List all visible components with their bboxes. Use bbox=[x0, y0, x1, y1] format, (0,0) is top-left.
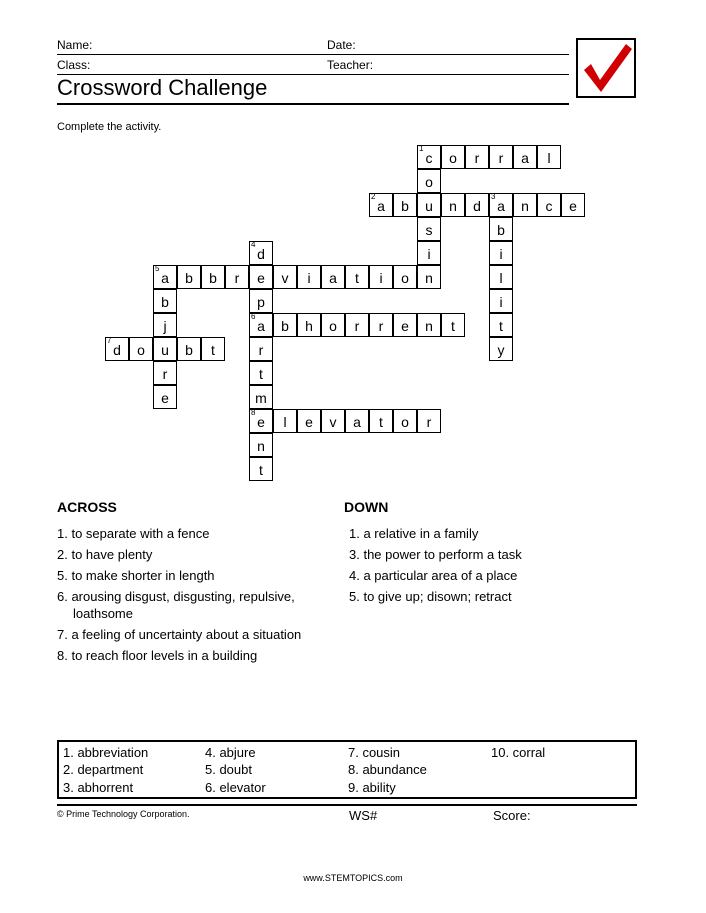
crossword-cell[interactable]: n bbox=[249, 433, 273, 457]
crossword-cell[interactable]: b bbox=[153, 289, 177, 313]
crossword-cell[interactable]: a bbox=[345, 409, 369, 433]
crossword-cell[interactable]: n bbox=[441, 193, 465, 217]
crossword-cell[interactable]: v bbox=[273, 265, 297, 289]
crossword-cell[interactable]: h bbox=[297, 313, 321, 337]
teacher-label: Teacher: bbox=[327, 58, 374, 72]
word-bank-item: 2. department bbox=[63, 762, 144, 777]
crossword-cell[interactable]: a bbox=[321, 265, 345, 289]
site-url: www.STEMTOPICS.com bbox=[303, 873, 403, 883]
crossword-cell[interactable]: b bbox=[177, 337, 201, 361]
word-bank-item: 10. corral bbox=[491, 745, 546, 760]
score-label: Score: bbox=[493, 808, 531, 823]
crossword-cell[interactable]: a 2 bbox=[369, 193, 393, 217]
checkbox-logo bbox=[576, 38, 636, 98]
checkmark-icon bbox=[578, 40, 634, 96]
crossword-cell[interactable]: t bbox=[369, 409, 393, 433]
name-label: Name: bbox=[57, 38, 93, 52]
crossword-cell[interactable]: t bbox=[249, 361, 273, 385]
word-bank-item: 9. ability bbox=[348, 780, 396, 795]
crossword-cell[interactable]: o bbox=[393, 409, 417, 433]
crossword-cell[interactable]: e bbox=[249, 265, 273, 289]
crossword-cell[interactable]: t bbox=[345, 265, 369, 289]
crossword-cell[interactable]: d 7 bbox=[105, 337, 129, 361]
divider bbox=[57, 804, 637, 806]
across-clue: 8. to reach floor levels in a building bbox=[57, 648, 258, 663]
crossword-cell[interactable]: e bbox=[393, 313, 417, 337]
word-bank-item: 4. abjure bbox=[205, 745, 256, 760]
word-bank-item: 1. abbreviation bbox=[63, 745, 149, 760]
crossword-cell[interactable]: b bbox=[489, 217, 513, 241]
crossword-cell[interactable]: c bbox=[537, 193, 561, 217]
crossword-cell[interactable]: e bbox=[297, 409, 321, 433]
crossword-cell[interactable]: o bbox=[321, 313, 345, 337]
crossword-cell[interactable]: d bbox=[465, 193, 489, 217]
crossword-grid bbox=[105, 145, 605, 490]
clue-number: 2 bbox=[371, 192, 376, 201]
across-clue: 6. arousing disgust, disgusting, repulsive, loathsome bbox=[57, 589, 295, 621]
clue-number: 7 bbox=[107, 336, 112, 345]
across-clue: 2. to have plenty bbox=[57, 547, 153, 562]
across-clue: 5. to make shorter in length bbox=[57, 568, 215, 583]
crossword-cell[interactable]: j bbox=[153, 313, 177, 337]
crossword-cell[interactable]: r bbox=[489, 145, 513, 169]
word-bank-item: 6. elevator bbox=[205, 780, 266, 795]
divider bbox=[57, 103, 569, 105]
crossword-cell[interactable]: n bbox=[417, 313, 441, 337]
across-clue: 1. to separate with a fence bbox=[57, 526, 210, 541]
crossword-cell[interactable]: d 4 bbox=[249, 241, 273, 265]
clue-number: 5 bbox=[155, 264, 160, 273]
crossword-cell[interactable]: b bbox=[177, 265, 201, 289]
across-heading: ACROSS bbox=[57, 499, 117, 515]
crossword-cell[interactable]: a 3 bbox=[489, 193, 513, 217]
crossword-cell[interactable]: l bbox=[489, 265, 513, 289]
clue-number: 4 bbox=[251, 240, 256, 249]
crossword-cell[interactable]: e 8 bbox=[249, 409, 273, 433]
crossword-cell[interactable]: t bbox=[489, 313, 513, 337]
clue-number: 8 bbox=[251, 408, 256, 417]
crossword-cell[interactable]: r bbox=[417, 409, 441, 433]
crossword-cell[interactable]: i bbox=[489, 289, 513, 313]
page-title: Crossword Challenge bbox=[57, 75, 268, 100]
crossword-cell[interactable]: o bbox=[129, 337, 153, 361]
crossword-cell[interactable]: v bbox=[321, 409, 345, 433]
crossword-cell[interactable]: a 5 bbox=[153, 265, 177, 289]
crossword-cell[interactable]: r bbox=[225, 265, 249, 289]
crossword-cell[interactable]: l bbox=[537, 145, 561, 169]
crossword-cell[interactable]: b bbox=[201, 265, 225, 289]
date-label: Date: bbox=[327, 38, 356, 52]
crossword-cell[interactable]: e bbox=[153, 385, 177, 409]
crossword-cell[interactable]: r bbox=[345, 313, 369, 337]
across-clue-list bbox=[57, 525, 327, 668]
instructions: Complete the activity. bbox=[57, 121, 162, 133]
crossword-cell[interactable]: b bbox=[393, 193, 417, 217]
crossword-cell[interactable]: c 1 bbox=[417, 145, 441, 169]
word-bank-item: 7. cousin bbox=[348, 745, 401, 760]
crossword-cell[interactable]: i bbox=[489, 241, 513, 265]
clue-number: 6 bbox=[251, 312, 256, 321]
crossword-cell[interactable]: u bbox=[417, 193, 441, 217]
crossword-cell[interactable]: b bbox=[273, 313, 297, 337]
word-bank-item: 5. doubt bbox=[205, 762, 252, 777]
down-clue: 5. to give up; disown; retract bbox=[349, 589, 512, 604]
down-heading: DOWN bbox=[344, 499, 389, 515]
crossword-cell[interactable]: u bbox=[153, 337, 177, 361]
crossword-cell[interactable]: r bbox=[153, 361, 177, 385]
crossword-cell[interactable]: r bbox=[369, 313, 393, 337]
crossword-cell[interactable]: i bbox=[417, 241, 441, 265]
down-clue: 3. the power to perform a task bbox=[349, 547, 522, 562]
across-clue: 7. a feeling of uncertainty about a situation bbox=[57, 627, 302, 642]
crossword-cell[interactable]: o bbox=[393, 265, 417, 289]
crossword-cell[interactable]: m bbox=[249, 385, 273, 409]
crossword-cell[interactable]: s bbox=[417, 217, 441, 241]
word-bank bbox=[57, 740, 637, 799]
down-clue: 1. a relative in a family bbox=[349, 526, 479, 541]
clue-number: 3 bbox=[491, 192, 496, 201]
crossword-cell[interactable]: l bbox=[273, 409, 297, 433]
clue-number: 1 bbox=[419, 144, 424, 153]
class-label: Class: bbox=[57, 58, 91, 72]
down-clue-list bbox=[349, 525, 629, 609]
divider bbox=[57, 54, 569, 55]
crossword-cell[interactable]: t bbox=[201, 337, 225, 361]
crossword-cell[interactable]: n bbox=[417, 265, 441, 289]
ws-label: WS# bbox=[349, 808, 378, 823]
crossword-cell[interactable]: y bbox=[489, 337, 513, 361]
copyright: © Prime Technology Corporation. bbox=[57, 809, 190, 819]
crossword-cell[interactable]: o bbox=[417, 169, 441, 193]
crossword-cell[interactable]: t bbox=[441, 313, 465, 337]
word-bank-item: 8. abundance bbox=[348, 762, 427, 777]
crossword-cell[interactable]: i bbox=[297, 265, 321, 289]
crossword-cell[interactable]: o bbox=[441, 145, 465, 169]
crossword-cell[interactable]: p bbox=[249, 289, 273, 313]
crossword-cell[interactable]: a bbox=[513, 145, 537, 169]
crossword-cell[interactable]: i bbox=[369, 265, 393, 289]
crossword-cell[interactable]: e bbox=[561, 193, 585, 217]
down-clue: 4. a particular area of a place bbox=[349, 568, 518, 583]
crossword-cell[interactable]: t bbox=[249, 457, 273, 481]
crossword-cell[interactable]: n bbox=[513, 193, 537, 217]
word-bank-item: 3. abhorrent bbox=[63, 780, 134, 795]
crossword-cell[interactable]: a 6 bbox=[249, 313, 273, 337]
crossword-cell[interactable]: r bbox=[249, 337, 273, 361]
crossword-cell[interactable]: r bbox=[465, 145, 489, 169]
